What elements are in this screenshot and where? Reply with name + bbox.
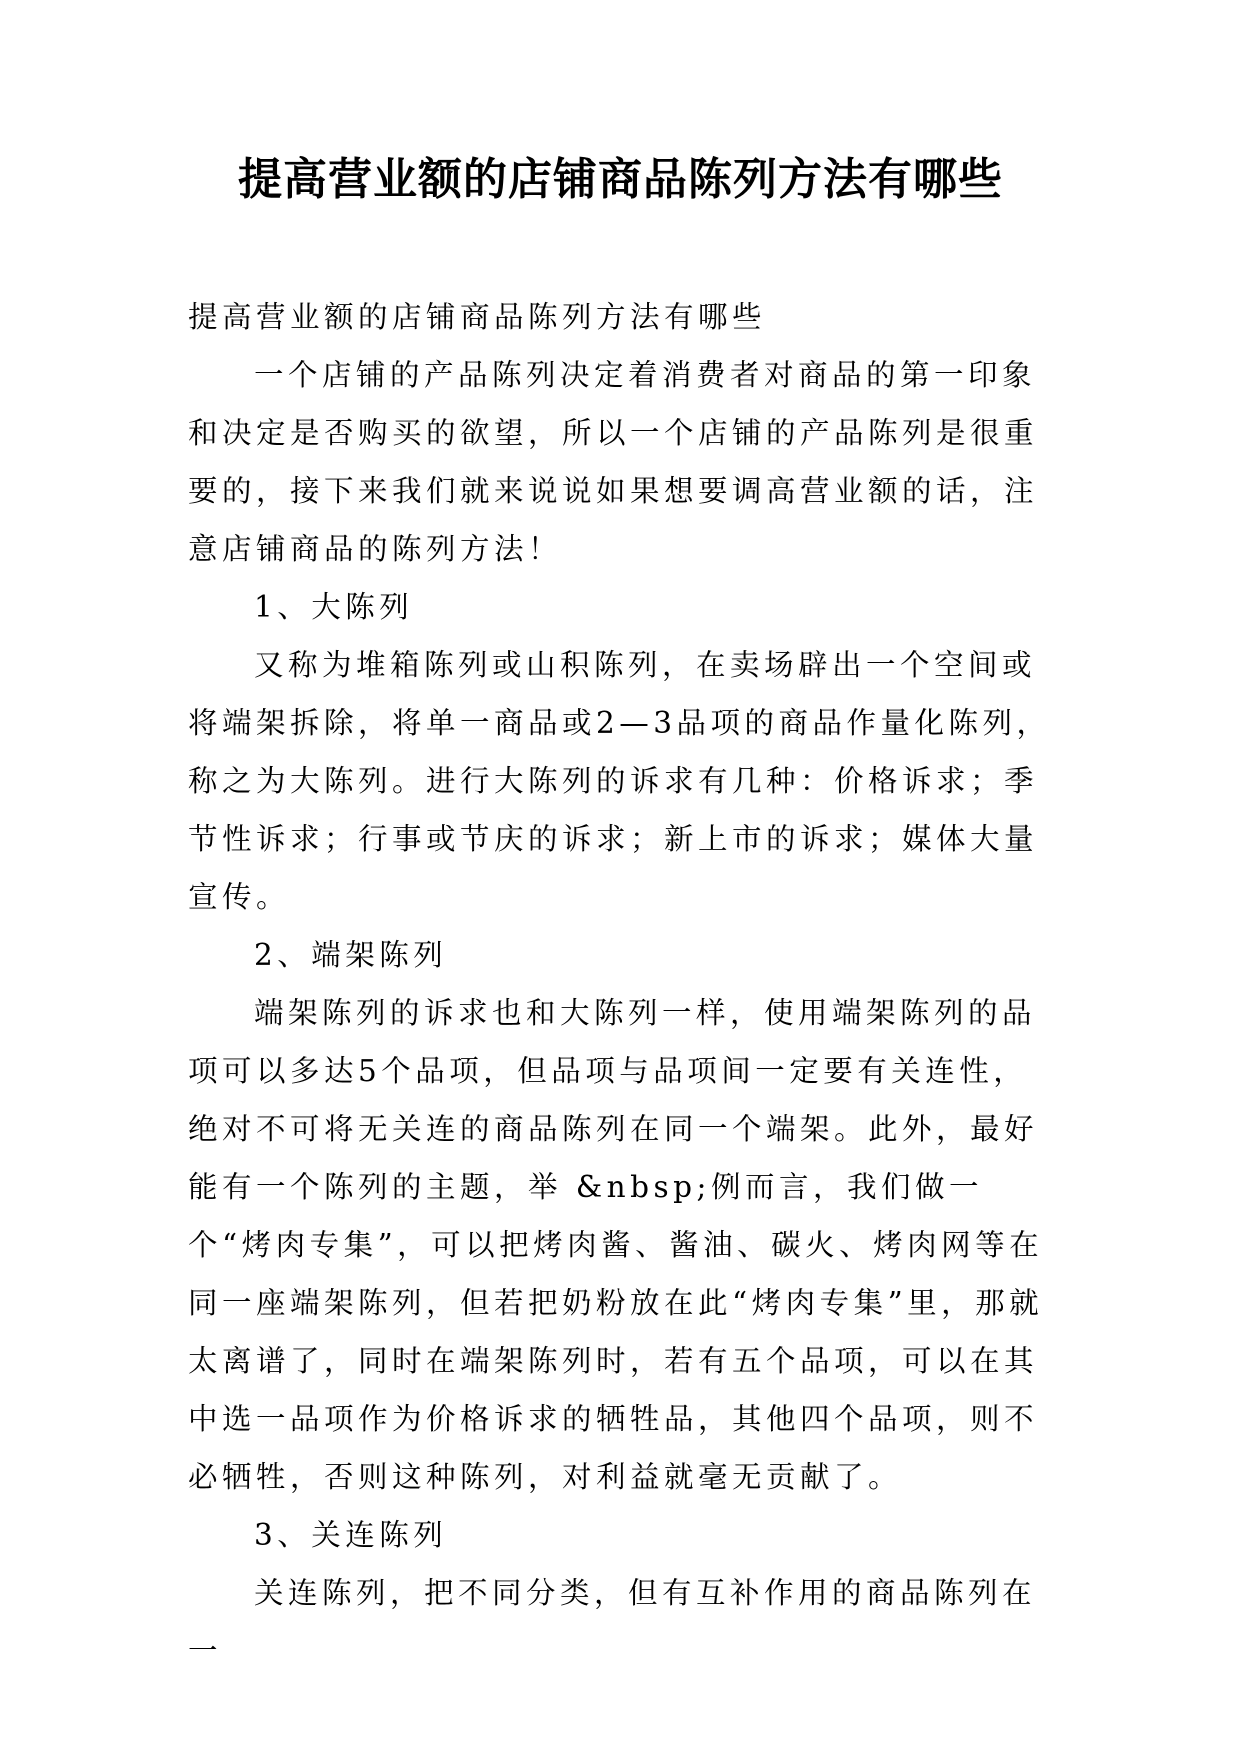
section-heading-2: 2、端架陈列 <box>254 938 448 972</box>
paragraph-section-1: 又称为堆箱陈列或山积陈列，在卖场辟出一个空间或将端架拆除，将单一商品或2—3品项的商品作量化陈列，称之为大陈列。进行大陈列的诉求有几种：价格诉求；季节性诉求；行事或节庆的诉求；新上市的诉求；媒体大量宣传。 <box>188 648 1051 914</box>
paragraph-section-2: 端架陈列的诉求也和大陈列一样，使用端架陈列的品项可以多达5个品项，但品项与品项间一定要有关连性，绝对不可将无关连的商品陈列在同一个端架。此外，最好能有一个陈列的主题，举 &nbsp;例而言，我们做一个“烤肉专集”，可以把烤肉酱、酱油、碳火、烤肉网等在同一座端架陈列，但若把奶粉放在此“烤肉专集”里，那就太离谱了，同时在端架陈列时，若有五个品项，可以在其中选一品项作为价格诉求的牺牲品，其他四个品项，则不必牺牲，否则这种陈列，对利益就毫无贡献了。 <box>188 996 1044 1494</box>
paragraph-intro: 一个店铺的产品陈列决定着消费者对商品的第一印象和决定是否购买的欲望，所以一个店铺的产品陈列是很重要的，接下来我们就来说说如果想要调高营业额的话，注意店铺商品的陈列方法！ <box>188 358 1039 566</box>
document-body <box>188 288 1058 1680</box>
section-heading-3: 3、关连陈列 <box>254 1518 448 1552</box>
document-title: 提高营业额的店铺商品陈列方法有哪些 <box>238 154 1003 205</box>
section-heading-1: 1、大陈列 <box>254 590 414 624</box>
paragraph-subtitle: 提高营业额的店铺商品陈列方法有哪些 <box>188 300 767 334</box>
paragraph-section-3: 关连陈列，把不同分类，但有互补作用的商品陈列在一 <box>188 1576 1037 1668</box>
